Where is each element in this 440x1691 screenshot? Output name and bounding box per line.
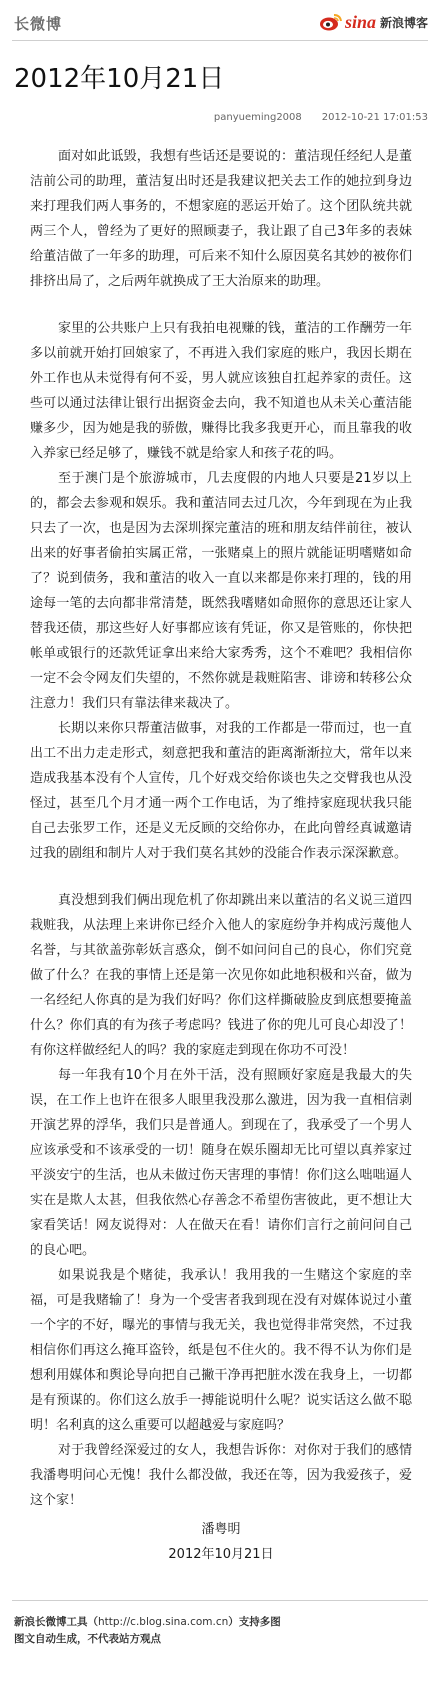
paragraph: 至于澳门是个旅游城市，几去度假的内地人只要是21岁以上的，都会去参观和娱乐。我和董洁同去过几次，今年到现在为止我只去了一次，也是因为去深圳探完董洁的班和朋友结伴前往，被认出来的好事者偷拍实属正常，一张赌桌上的照片就能证明嗜赌如命了？说到债务，我和董洁的收入一直以来都是你来打理的，钱的用途每一笔的去向都非常清楚，既然我嗜赌如命照你的意思还让家人替我还债，那这些好人好事都应该有凭证，你又是管账的，你快把帐单或银行的还款凭证拿出来给大家秀秀，这个不难吧？我相信你一定不会令网友们失望的，不然你就是栽赃陷害、诽谤和转移公众注意力！我们只有靠法律来裁决了。	[30, 471, 412, 711]
post-author[interactable]: panyueming2008	[213, 112, 302, 123]
footer-suffix: ）支持多图	[228, 1616, 281, 1628]
footer-prefix: 新浪长微博工具（	[14, 1616, 98, 1628]
post-meta	[214, 112, 428, 123]
sina-blog-logo[interactable]	[319, 10, 428, 34]
paragraph: 面对如此诋毁，我想有些话还是要说的：董洁现任经纪人是董洁前公司的助理，董洁复出时还是我建议把关去工作的她拉到身边来打理我们两人事务的，不想家庭的恶运开始了。这个团队统共就两三个人，曾经为了更好的照顾妻子，我让跟了自己3年多的表妹给董洁做了一年多的助理，可后来不知什么原因莫名其妙的被你们排挤出局了，之后两年就换成了王大治原来的助理。	[30, 149, 412, 289]
footer-divider	[12, 1600, 428, 1601]
sina-eye-icon	[319, 12, 343, 32]
paragraph: 家里的公共账户上只有我拍电视赚的钱，董洁的工作酬劳一年多以前就开始打回娘家了，不再进入我们家庭的账户，我因长期在外工作也从未觉得有何不妥，男人就应该独自扛起养家的责任。这些可以通过法律让银行出据资金去向，我不知道也从未关心董洁能赚多少，因为她是我的骄傲，赚得比我多我更开心，而且靠我的收入养家已经足够了，赚钱不就是给家人和孩子花的吗。	[30, 321, 412, 461]
footer-url-link[interactable]: http://c.blog.sina.com.cn	[98, 1616, 229, 1628]
footer-line-2: 图文自动生成，不代表站方观点	[14, 1633, 161, 1645]
app-name: 长微博	[14, 15, 63, 33]
paragraph: 如果说我是个赌徒，我承认！我用我的一生赌这个家庭的幸福，可是我赌输了！身为一个受害者我到现在没有对媒体说过小董一个字的不好，曝光的事情与我无关，我也觉得非常突然，不过我相信你们再这么掩耳盗铃，纸是包不住火的。我不得不认为你们是想利用媒体和舆论导向把自己撇干净再把脏水泼在我身上，一切都是有预谋的。你们这么放手一搏能说明什么呢？说实话这么做不聪明！名利真的这么重要可以超越爱与家庭吗？	[30, 1268, 412, 1433]
paragraph: 每一年我有10个月在外干活，没有照顾好家庭是我最大的失误，在工作上也许在很多人眼里我没那么激进，因为我一直相信剥开演艺界的浮华，我们只是普通人。到现在了，我承受了一个男人应该承受和不该承受的一切！随身在娱乐圈却无比可望以真养家过平淡安宁的生活，也从未做过伤天害理的事情！你们这么咄咄逼人实在是欺人太甚，但我依然心存善念不希望伤害彼此，更不想让大家看笑话！网友说得对：人在做天在看！请你们言行之前问问自己的良心吧。	[30, 1068, 412, 1258]
footer-line-1	[14, 1614, 424, 1631]
brand-sina: sina	[344, 11, 376, 32]
post-timestamp: 2012-10-21 17:01:53	[321, 112, 428, 123]
brand-blog: 新浪博客	[379, 15, 428, 30]
header	[0, 0, 440, 40]
footer	[14, 1614, 424, 1648]
signature-date: 2012年10月21日	[168, 1547, 274, 1562]
signature-name: 潘粤明	[201, 1522, 241, 1537]
header-divider	[12, 40, 428, 41]
paragraph: 长期以来你只帮董洁做事，对我的工作都是一带而过，也一直出工不出力走走形式，刻意把我和董洁的距离渐渐拉大，常年以来造成我基本没有个人宣传，几个好戏交给你谈也失之交臂我也从没怪过，甚至几个月才通一两个工作电话，为了维持家庭现状我只能自己去张罗工作，还是义无反顾的交给你办，在此向曾经真诚邀请过我的剧组和制片人对于我们莫名其妙的没能合作表示深深歉意。	[30, 721, 412, 861]
paragraph: 对于我曾经深爱过的女人，我想告诉你：对你对于我们的感情我潘粤明问心无愧！我什么都没做，我还在等，因为我爱孩子，爱这个家！	[30, 1443, 412, 1508]
post-title: 2012年10月21日	[14, 64, 225, 94]
post-body	[30, 144, 412, 1567]
paragraph: 真没想到我们俩出现危机了你却跳出来以董洁的名义说三道四栽赃我，从法理上来讲你已经介入他人的家庭纷争并构成污蔑他人名誉，与其欲盖弥彰妖言惑众，倒不如问问自己的良心，你们究竟做了什么？在我的事情上还是第一次见你如此地积极和兴奋，做为一名经纪人你真的是为我们好吗？你们这样撕破脸皮到底想要掩盖什么？你们真的有为孩子考虑吗？钱进了你的兜儿可良心却没了！有你这样做经纪人的吗？我的家庭走到现在你功不可没！	[30, 893, 412, 1058]
